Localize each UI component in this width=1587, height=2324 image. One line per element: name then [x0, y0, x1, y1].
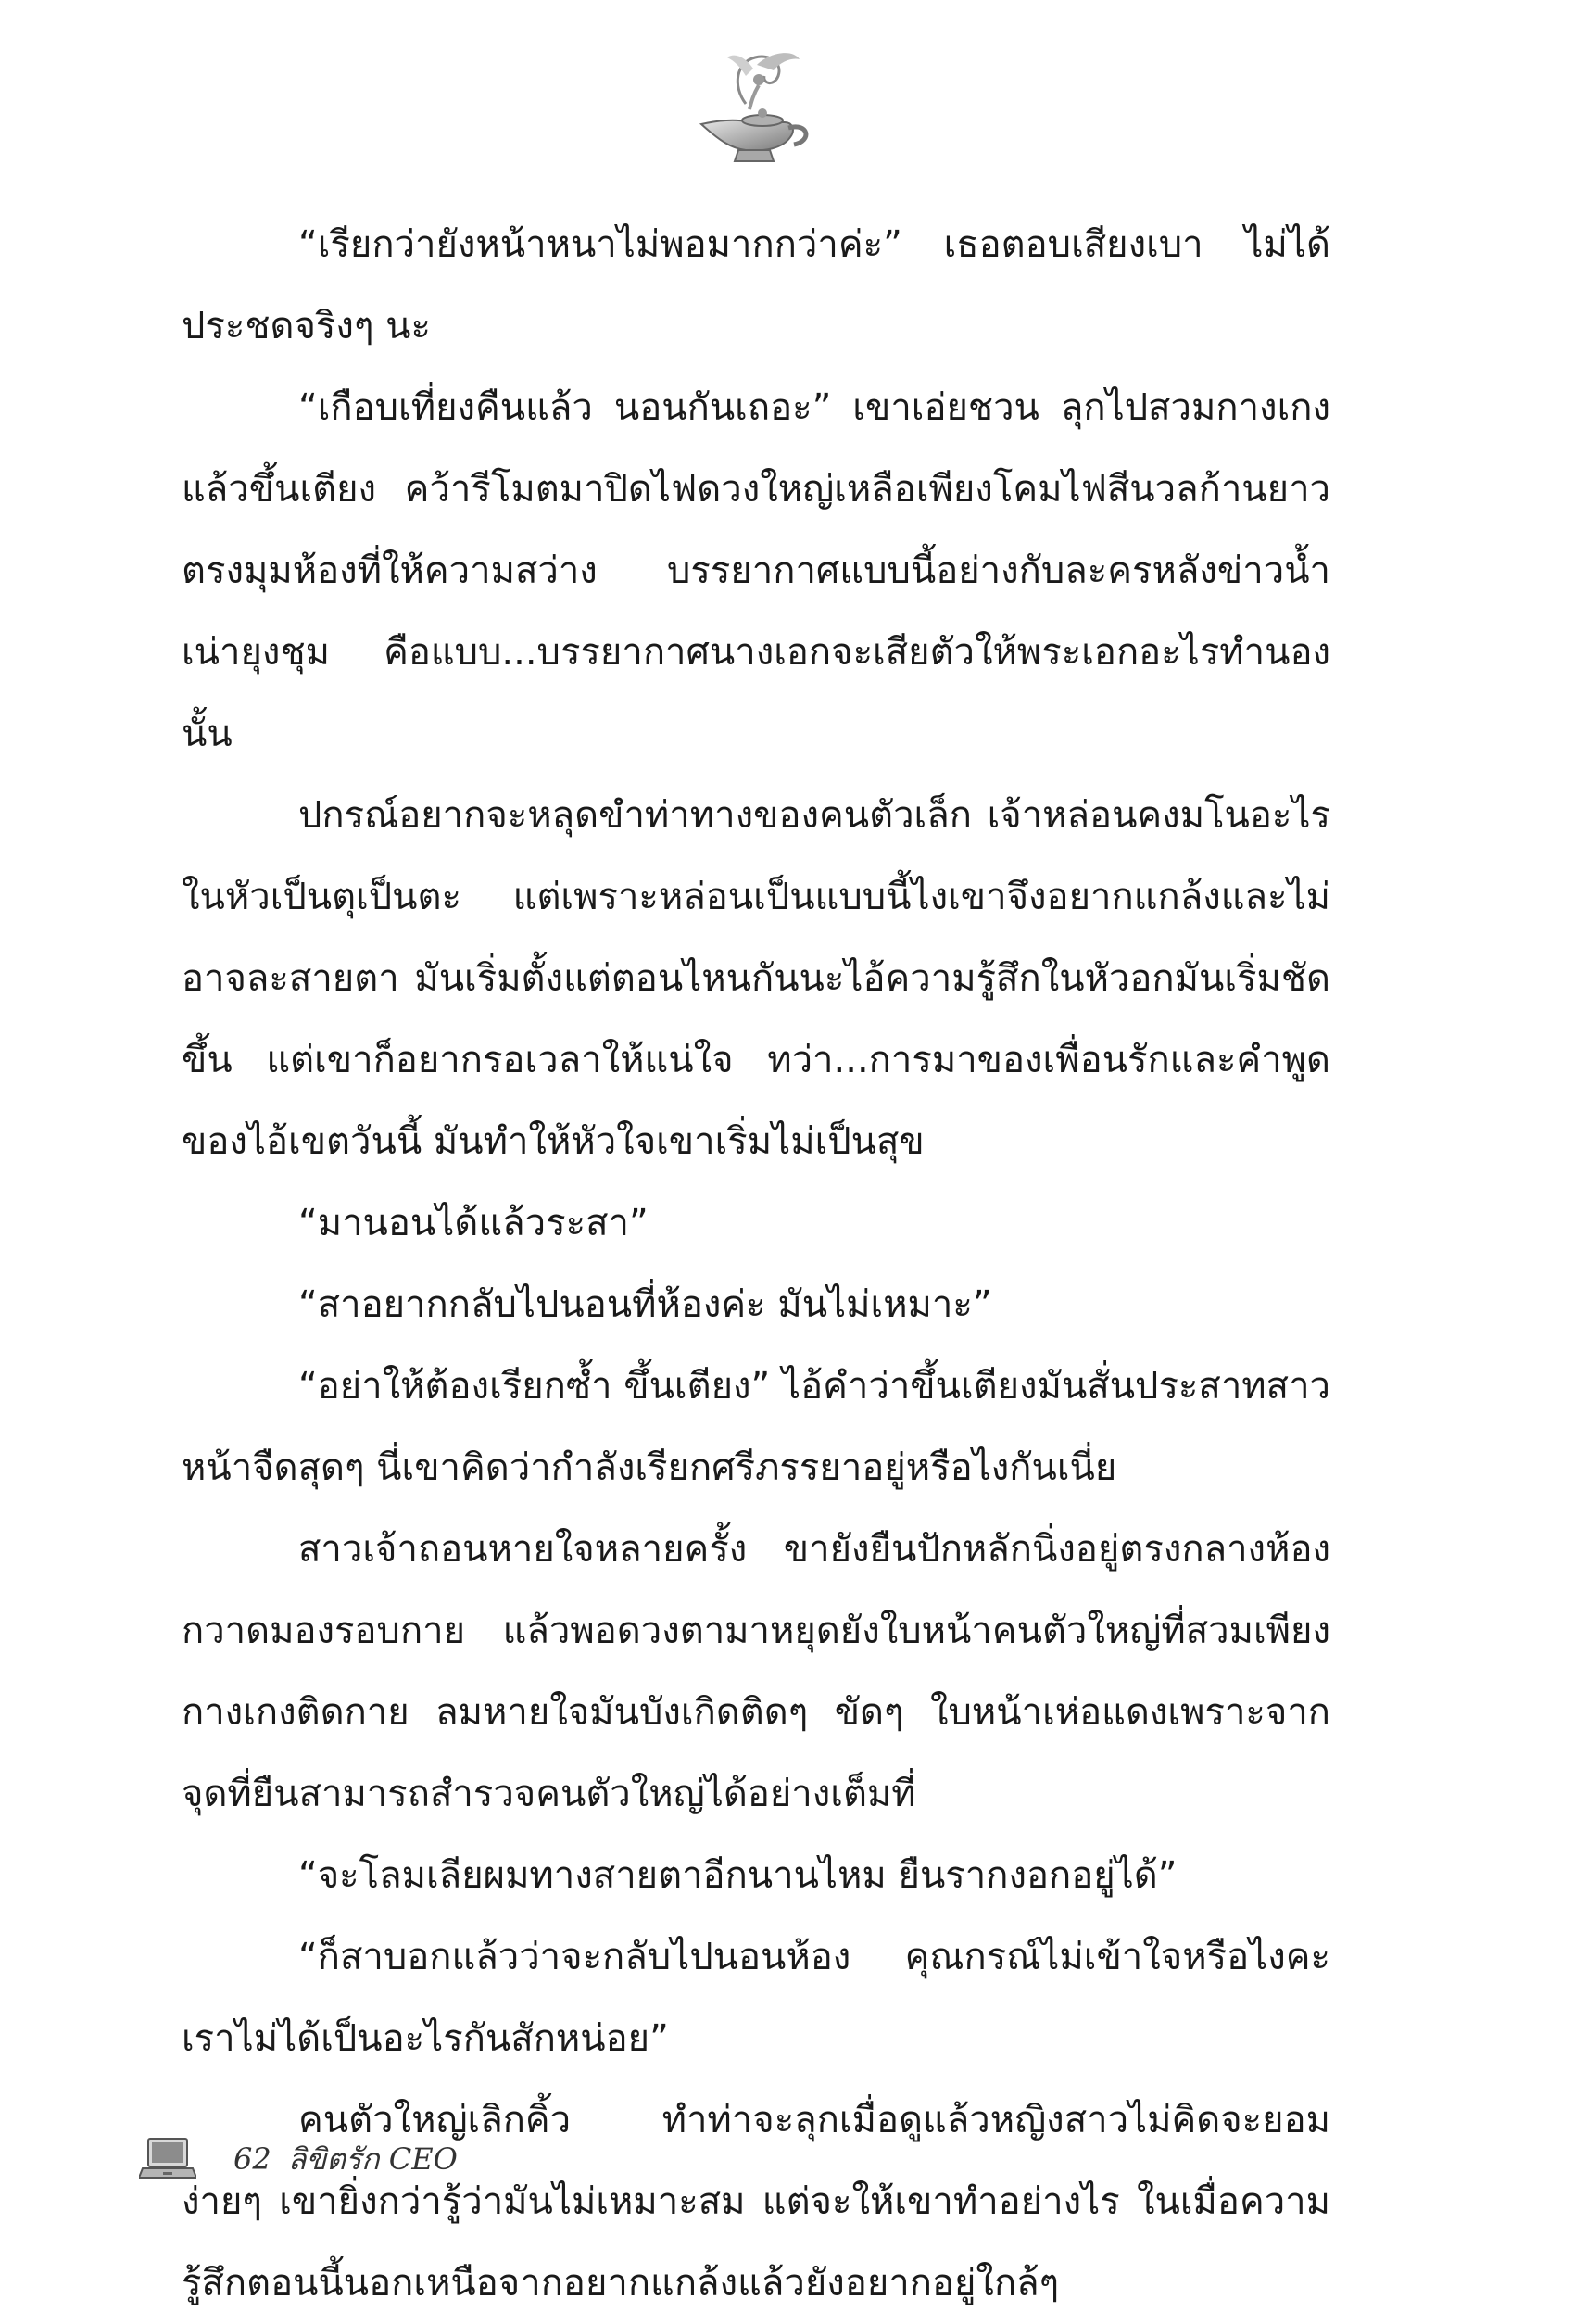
paragraph: “เรียกว่ายังหน้าหนาไม่พอมากกว่าค่ะ” เธอตอบเสียงเบา ไม่ได้ประชดจริงๆ นะ — [182, 223, 1330, 347]
magic-lamp-fairy-icon — [681, 48, 820, 169]
paragraph: “เกือบเที่ยงคืนแล้ว นอนกันเถอะ” เขาเอ่ยชวน ลุกไปสวมกางเกงแล้วขึ้นเตียง คว้ารีโมตมาปิดไฟดวงใหญ่เหลือเพียงโคมไฟสีนวลก้านยาวตรงมุมห้องที่ให้ความสว่าง บรรยากาศแบบนี้อย่างกับละครหลังข่าวน้ำเน่ายุงชุม คือแบบ...บรรยากาศนางเอกจะเสียตัวให้พระเอกอะไรทำนองนั้น — [182, 386, 1330, 755]
paragraph: ปกรณ์อยากจะหลุดขำท่าทางของคนตัวเล็ก เจ้าหล่อนคงมโนอะไรในหัวเป็นตุเป็นตะ แต่เพราะหล่อนเป็นแบบนี้ไงเขาจึงอยากแกล้งและไม่อาจละสายตา มันเริ่มตั้งแต่ตอนไหนกันนะไอ้ความรู้สึกในหัวอกมันเริ่มชัดขึ้น แต่เขาก็อยากรอเวลาให้แน่ใจ ทว่า...การมาของเพื่อนรักและคำพูดของไอ้เขตวันนี้ มันทำให้หัวใจเขาเริ่มไม่เป็นสุข — [182, 794, 1330, 1163]
paragraph: “ก็สาบอกแล้วว่าจะกลับไปนอนห้อง คุณกรณ์ไม่เข้าใจหรือไงคะเราไม่ได้เป็นอะไรกันสักหน่อย” — [182, 1936, 1330, 2060]
paragraph: คนตัวใหญ่เลิกคิ้ว ทำท่าจะลุกเมื่อดูแล้วหญิงสาวไม่คิดจะยอมง่ายๆ เขายิ่งกว่ารู้ว่ามันไม่เหมาะสม แต่จะให้เขาทำอย่างไร ในเมื่อความรู้สึกตอนนี้นอกเหนือจากอยากแกล้งแล้วยังอยากอยู่ใกล้ๆ — [182, 2099, 1330, 2305]
book-title: ลิขิตรัก CEO — [287, 2141, 458, 2177]
body-text — [182, 204, 1330, 2324]
paragraph: “มานอนได้แล้วระสา” — [298, 1202, 649, 1244]
laptop-icon — [139, 2135, 196, 2183]
page-footer — [139, 2131, 458, 2187]
paragraph: “สาอยากกลับไปนอนที่ห้องค่ะ มันไม่เหมาะ” — [298, 1283, 992, 1326]
paragraph: “จะโลมเลียผมทางสายตาอีกนานไหม ยืนรากงอกอยู่ได้” — [298, 1854, 1178, 1897]
page-number: 62 — [233, 2141, 271, 2177]
paragraph: สาวเจ้าถอนหายใจหลายครั้ง ขายังยืนปักหลักนิ่งอยู่ตรงกลางห้องกวาดมองรอบกาย แล้วพอดวงตามาหยุดยังใบหน้าคนตัวใหญ่ที่สวมเพียงกางเกงติดกาย ลมหายใจมันบังเกิดติดๆ ขัดๆ ใบหน้าเห่อแดงเพราะจากจุดที่ยืนสามารถสำรวจคนตัวใหญ่ได้อย่างเต็มที่ — [182, 1528, 1330, 1815]
paragraph: “อย่าให้ต้องเรียกซ้ำ ขึ้นเตียง” ไอ้คำว่าขึ้นเตียงมันสั่นประสาทสาวหน้าจืดสุดๆ นี่เขาคิดว่ากำลังเรียกศรีภรรยาอยู่หรือไงกันเนี่ย — [182, 1365, 1330, 1489]
